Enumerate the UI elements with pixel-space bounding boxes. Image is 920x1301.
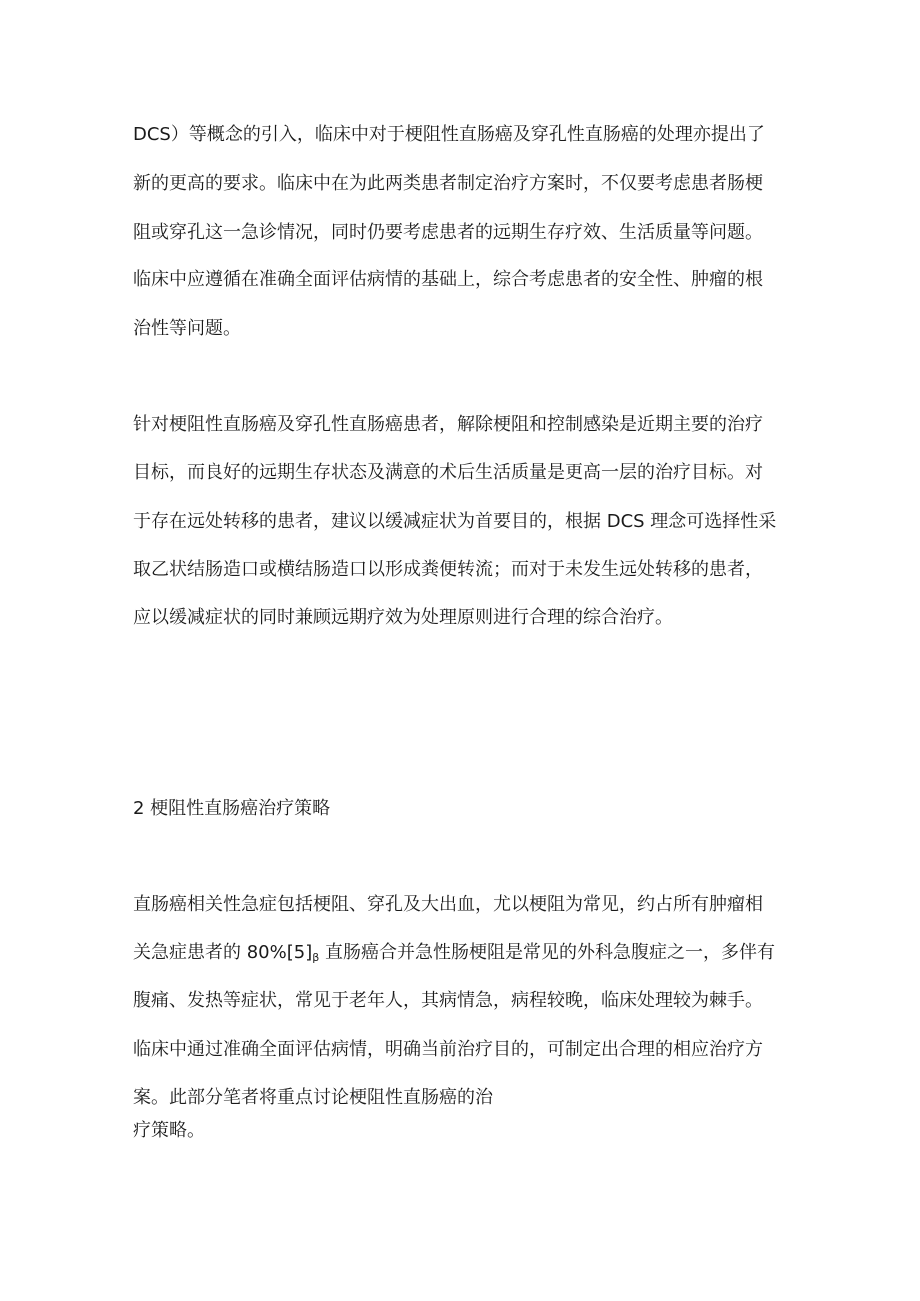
paragraph-3-line-6: 疗策略。	[133, 1120, 205, 1141]
paragraph-2-line-2: 目标，而良好的远期生存状态及满意的术后生活质量是更高一层的治疗目标。对	[133, 462, 763, 483]
paragraph-2-line-5: 应以缓减症状的同时兼顾远期疗效为处理原则进行合理的综合治疗。	[133, 607, 673, 628]
paragraph-1-line-1: DCS）等概念的引入，临床中对于梗阻性直肠癌及穿孔性直肠癌的处理亦提出了	[133, 124, 765, 145]
citation-subscript: β	[312, 951, 320, 964]
paragraph-3-line-2-start: 关急症患者的 80%[5]	[133, 942, 313, 963]
paragraph-2-line-3: 于存在远处转移的患者，建议以缓减症状为首要目的，根据 DCS 理念可选择性采	[133, 511, 777, 532]
paragraph-2-line-4: 取乙状结肠造口或横结肠造口以形成粪便转流；而对于未发生远处转移的患者，	[133, 559, 763, 580]
paragraph-3-line-2	[133, 941, 775, 970]
section-heading: 2 梗阻性直肠癌治疗策略	[133, 798, 331, 819]
paragraph-1-line-3: 阻或穿孔这一急诊情况，同时仍要考虑患者的远期生存疗效、生活质量等问题。	[133, 222, 763, 243]
paragraph-1-line-4: 临床中应遵循在准确全面评估病情的基础上，综合考虑患者的安全性、肿瘤的根	[133, 269, 763, 290]
paragraph-3-line-4: 临床中通过准确全面评估病情，明确当前治疗目的，可制定出合理的相应治疗方	[133, 1039, 763, 1060]
paragraph-3-line-2-end: 直肠癌合并急性肠梗阻是常见的外科急腹症之一，多伴有	[319, 942, 775, 963]
paragraph-3-line-5: 案。此部分笔者将重点讨论梗阻性直肠癌的治	[133, 1087, 493, 1108]
paragraph-2-line-1: 针对梗阻性直肠癌及穿孔性直肠癌患者，解除梗阻和控制感染是近期主要的治疗	[133, 414, 763, 435]
paragraph-1-line-2: 新的更高的要求。临床中在为此两类患者制定治疗方案时，不仅要考虑患者肠梗	[133, 173, 763, 194]
paragraph-1-line-5: 治性等问题。	[133, 318, 241, 339]
paragraph-3-line-3: 腹痛、发热等症状，常见于老年人，其病情急，病程较晚，临床处理较为棘手。	[133, 990, 763, 1011]
paragraph-3-line-1: 直肠癌相关性急症包括梗阻、穿孔及大出血，尤以梗阻为常见，约占所有肿瘤相	[133, 894, 763, 915]
